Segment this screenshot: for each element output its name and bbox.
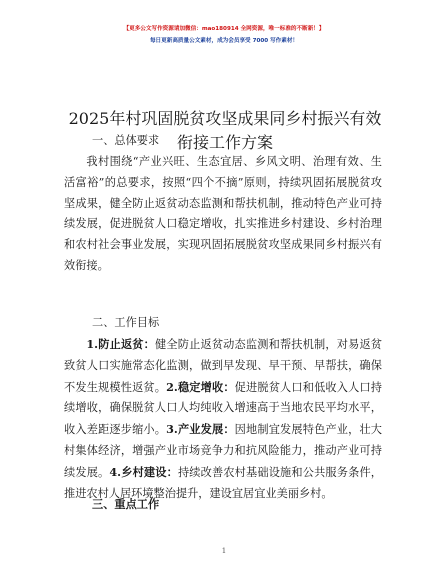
section-heading-general-requirements: 一、总体要求: [92, 134, 160, 147]
goal-3-label: 3.产业发展：: [166, 422, 235, 437]
goal-3-text: 因地制宜发展特色产业，壮大村集体经济，增强产业市场竞争力和抗风险能力，推动产业可持续发展。: [64, 423, 382, 479]
promo-banner-line-1: 【更多公文写作资源请加微信：mao180914 全网资源，唯一标准的不断新！】: [123, 26, 325, 32]
document-title: 2025年村巩固脱贫攻坚成果同乡村振兴有效衔接工作方案: [68, 109, 382, 152]
paragraph-general-requirements: 我村围绕“产业兴旺、生态宜居、乡风文明、治理有效、生活富裕”的总要求，按照“四个不摘”原则，持续巩固拓展脱贫攻坚成果，健全防止返贫动态监测和帮扶机制，推动特色产业可持续发展，促进脱贫人口稳定增收，扎实推进乡村建设、乡村治理和农村社会事业发展，实现巩固拓展脱贫攻坚成果同乡村振兴有效衔接。: [64, 155, 382, 272]
goal-4-text: 持续改善农村基础设施和公共服务条件，推进农村人居环境整治提升，建设宜居宜业美丽乡村。: [64, 465, 382, 500]
page-number: 1: [221, 547, 227, 555]
goal-1-text: 健全防止返贫动态监测和帮扶机制，对易返贫致贫人口实施常态化监测，做到早发现、早干预、早帮扶，确保不发生规模性返贫。: [64, 338, 382, 394]
goal-1-label: 1.防止返贫：: [86, 337, 156, 351]
paragraph-work-goals: [64, 334, 382, 504]
goal-2-label: 2.稳定增收：: [166, 379, 235, 394]
section-heading-key-tasks: 三、重点工作: [92, 497, 160, 511]
goal-2-text: 促进脱贫人口和低收入人口持续增收，确保脱贫人口人均纯收入增速高于当地农民平均水平，收入差距逐步缩小。: [64, 380, 382, 437]
section-heading-work-goals: 二、工作目标: [92, 316, 160, 329]
promo-banner-line-2: 每日更新高质量公文素材，成为会员享受 7000 写作素材！: [149, 38, 299, 44]
goal-4-label: 4.乡村建设：: [109, 464, 178, 479]
